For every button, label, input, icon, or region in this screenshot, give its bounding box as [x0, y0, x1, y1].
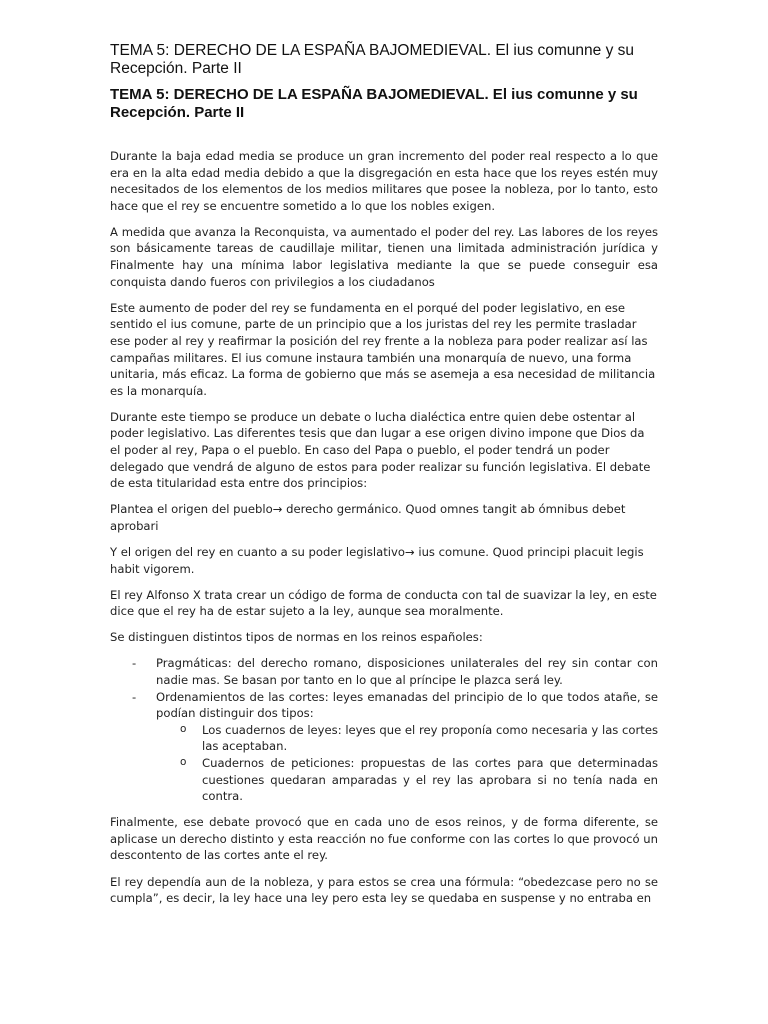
document-title: TEMA 5: DERECHO DE LA ESPAÑA BAJOMEDIEVAL. El ius comunne y su Recepción. Parte II	[110, 86, 638, 121]
list-item-text: Ordenamientos de las cortes: leyes emanadas del principio de lo que todos atañe, se podían distinguir dos tipos:	[156, 689, 658, 721]
paragraph: Durante este tiempo se produce un debate o lucha dialéctica entre quien debe ostentar al poder legislativo. Las diferentes tesis que dan lugar a ese origen divino impone que Dios da el poder al rey, Papa o el pueblo. En caso del Papa o pueblo, el poder tendrá un poder delegado que vendrá de alguno de estos para poder realizar su función legislativa. El debate de esta titularidad esta entre dos principios:	[110, 409, 651, 491]
page-header-title: TEMA 5: DERECHO DE LA ESPAÑA BAJOMEDIEVAL. El ius comunne y su Recepción. Parte II	[110, 42, 635, 77]
list-item: - Pragmáticas: del derecho romano, disposiciones unilaterales del rey sin contar con nadie mas. Se basan por tanto en lo que al príncipe le plazca será ley.	[110, 655, 658, 688]
paragraph: El rey Alfonso X trata crear un código de forma de conducta con tal de suavizar la ley, en este dice que el rey ha de estar sujeto a la ley, aunque sea moralmente.	[110, 587, 657, 619]
document-body	[110, 148, 658, 916]
paragraph: A medida que avanza la Reconquista, va aumentado el poder del rey. Las labores de los reyes son básicamente tareas de caudillaje militar, tienen una limitada administración jurídica y Finalmente hay una mínima labor legislativa mediante la que se puede conseguir esa conquista dando fueros con privilegios a los ciudadanos	[110, 224, 658, 289]
list-item	[110, 689, 658, 805]
paragraph: El rey dependía aun de la nobleza, y para estos se crea una fórmula: “obedezcase pero no se cumpla”, es decir, la ley hace una ley pero esta ley se quedaba en suspense y no entraba en	[110, 874, 658, 906]
paragraph: Se distinguen distintos tipos de normas en los reinos españoles:	[110, 630, 483, 645]
paragraph: Este aumento de poder del rey se fundamenta en el porqué del poder legislativo, en ese sentido el ius comune, parte de un principio que a los juristas del rey les permite trasladar ese poder al rey y reafirmar la posición del rey frente a la nobleza para poder realizar así las campañas militares. El ius comune instaura también una monarquía de nuevo, una forma unitaria, más eficaz. La forma de gobierno que más se asemeja a esa necesidad de militancia es la monarquía.	[110, 300, 656, 398]
sub-list-item: o Los cuadernos de leyes: leyes que el rey proponía como necesaria y las cortes las aceptaban.	[156, 722, 658, 755]
norm-types-list	[110, 655, 658, 804]
paragraph: Plantea el origen del pueblo→ derecho germánico. Quod omnes tangit ab ómnibus debet aprobari	[110, 502, 626, 533]
paragraph: Durante la baja edad media se produce un gran incremento del poder real respecto a lo que era en la alta edad media debido a que la disgregación en esta hace que los reyes estén muy necesitados de los elementos de los medios militares que posee la nobleza, por lo tanto, esto hace que el rey se encuentre sometido a lo que los nobles exigen.	[110, 149, 658, 213]
paragraph: Y el origen del rey en cuanto a su poder legislativo→ ius comune. Quod principi placuit legis habit vigorem.	[110, 544, 644, 576]
sub-list	[156, 722, 658, 805]
paragraph: Finalmente, ese debate provocó que en cada uno de esos reinos, y de forma diferente, se aplicase un derecho distinto y esta reacción no fue conforme con las cortes lo que provocó un descontento de las cortes ante el rey.	[110, 815, 658, 863]
sub-list-item: o Cuadernos de peticiones: propuestas de las cortes para que determinadas cuestiones quedaran amparadas y el rey las aprobara si no tenía nada en contra.	[156, 755, 658, 805]
